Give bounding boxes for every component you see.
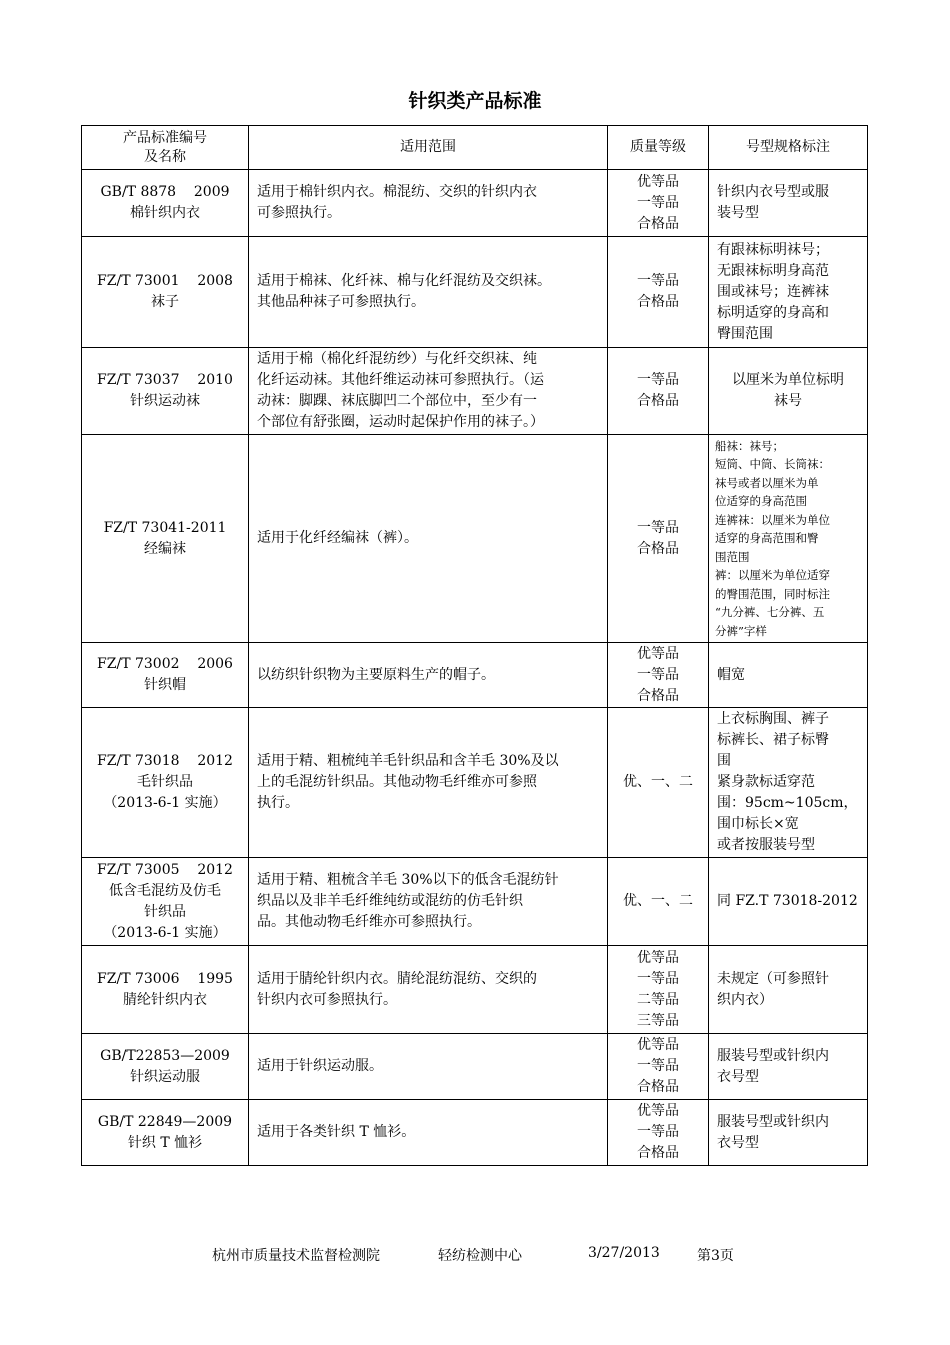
quality-grade-cell-line: 合格品 — [637, 393, 679, 409]
quality-grade-cell-line: 合格品 — [637, 687, 679, 704]
quality-grade-cell-line: 一等品 — [637, 970, 679, 987]
table-header-row — [82, 126, 868, 170]
scope-cell-line: 上的毛混纺针织品。其他动物毛纤维亦可参照 — [257, 774, 537, 790]
quality-grade-cell-line: 优等品 — [637, 949, 679, 966]
scope-cell — [249, 237, 608, 348]
standard-code-cell — [82, 946, 249, 1034]
quality-grade-cell-line: 优、一、二 — [623, 774, 693, 790]
standard-code-cell — [82, 643, 249, 708]
standard-code-cell-line: FZ/T 73041-2011 — [103, 519, 227, 536]
standard-code-cell-line: FZ/T 73006 1995 — [97, 970, 233, 987]
standard-code-cell — [82, 237, 249, 348]
size-spec-cell-line: 连裤袜：以厘米为单位 — [715, 512, 830, 527]
quality-grade-cell — [608, 1034, 709, 1100]
table-row — [82, 643, 868, 708]
size-spec-cell-line: 服装号型或针织内 — [717, 1047, 829, 1064]
standard-code-cell — [82, 708, 249, 858]
standard-code-cell-line: 针织帽 — [144, 677, 186, 693]
header-size-spec: 号型规格标注 — [709, 126, 868, 170]
size-spec-cell — [709, 237, 868, 348]
quality-grade-cell-line: 合格品 — [637, 294, 679, 310]
header-quality-grade: 质量等级 — [608, 126, 709, 170]
quality-grade-cell-line: 一等品 — [637, 1058, 679, 1074]
size-spec-cell-line: 臀围范围 — [717, 325, 773, 342]
size-spec-cell — [709, 1034, 868, 1100]
table-row — [82, 946, 868, 1034]
scope-cell-line: 可参照执行。 — [257, 205, 341, 221]
scope-cell — [249, 858, 608, 946]
quality-grade-cell-line: 合格品 — [637, 1145, 679, 1161]
standard-code-cell-line: （2013-6-1 实施） — [103, 795, 227, 811]
quality-grade-cell-line: 三等品 — [637, 1012, 679, 1029]
standards-table — [81, 125, 868, 1166]
scope-cell — [249, 708, 608, 858]
scope-cell — [249, 946, 608, 1034]
scope-cell — [249, 348, 608, 435]
standard-code-cell-line: GB/T 8878 2009 — [100, 184, 230, 200]
size-spec-cell-line: 装号型 — [717, 205, 759, 221]
standard-code-cell-line: GB/T 22849—2009 — [97, 1113, 233, 1130]
size-spec-cell-line: 裤：以厘米为单位适穿 — [715, 568, 830, 583]
quality-grade-cell-line: 一等品 — [637, 194, 679, 211]
scope-cell-line: 适用于棉（棉化纤混纺纱）与化纤交织袜、纯 — [257, 351, 537, 367]
scope-cell-line: 适用于针织运动服。 — [257, 1058, 383, 1074]
size-spec-cell-line: 位适穿的身高范围 — [715, 494, 807, 509]
size-spec-cell-line: 衣号型 — [717, 1134, 759, 1151]
scope-cell-line: 化纤运动袜。其他纤维运动袜可参照执行。（运 — [257, 372, 544, 388]
standard-code-cell-line: FZ/T 73037 2010 — [97, 372, 233, 388]
standard-code-cell-line: 针织运动袜 — [130, 393, 200, 409]
size-spec-cell-line: “九分裤、七分裤、五 — [715, 605, 825, 620]
standard-code-cell — [82, 170, 249, 237]
quality-grade-cell — [608, 237, 709, 348]
scope-cell-line: 个部位有舒张圈，运动时起保护作用的袜子。） — [257, 414, 544, 430]
footer-org: 杭州市质量技术监督检测院 — [212, 1248, 380, 1264]
scope-cell — [249, 435, 608, 643]
scope-cell — [249, 170, 608, 237]
size-spec-cell-line: 袜号或者以厘米为单 — [715, 475, 819, 490]
size-spec-cell — [709, 643, 868, 708]
scope-cell-line: 针织内衣可参照执行。 — [257, 991, 397, 1008]
standard-code-cell — [82, 1100, 249, 1166]
quality-grade-cell-line: 优等品 — [637, 1103, 679, 1119]
size-spec-cell-line: 织内衣） — [717, 991, 773, 1008]
size-spec-cell-line: 围或袜号；连裤袜 — [717, 283, 829, 300]
quality-grade-cell-line: 优等品 — [637, 173, 679, 190]
quality-grade-cell-line: 一等品 — [637, 273, 679, 289]
quality-grade-cell-line: 优等品 — [637, 645, 679, 662]
size-spec-cell-line: 船袜：袜号； — [715, 438, 784, 453]
scope-cell-line: 织品以及非羊毛纤维纯纺或混纺的仿毛针织 — [257, 893, 523, 909]
scope-cell-line: 以纺织针织物为主要原料生产的帽子。 — [257, 666, 495, 683]
size-spec-cell — [709, 708, 868, 858]
footer-date: 3/27/2013 — [588, 1245, 660, 1261]
table-row — [82, 237, 868, 348]
standard-code-cell — [82, 435, 249, 643]
standard-code-cell-line: 腈纶针织内衣 — [123, 991, 207, 1008]
size-spec-cell-line: 无跟袜标明身高范 — [717, 262, 829, 279]
quality-grade-cell — [608, 946, 709, 1034]
scope-cell-line: 适用于化纤经编袜（裤）。 — [257, 530, 418, 546]
quality-grade-cell — [608, 348, 709, 435]
size-spec-cell — [709, 1100, 868, 1166]
size-spec-cell — [709, 946, 868, 1034]
quality-grade-cell-line: 合格品 — [637, 215, 679, 232]
size-spec-cell-line: 衣号型 — [717, 1068, 759, 1085]
quality-grade-cell-line: 一等品 — [637, 1124, 679, 1140]
standard-code-cell-line: 毛针织品 — [137, 774, 193, 790]
size-spec-cell-line: 围 — [717, 753, 731, 769]
standard-code-cell-line: FZ/T 73002 2006 — [97, 656, 233, 672]
standard-code-cell-line: 针织运动服 — [130, 1068, 200, 1085]
size-spec-cell-line: 上衣标胸围、裤子 — [717, 711, 829, 727]
size-spec-cell-line: 同 FZ.T 73018-2012 — [717, 893, 858, 909]
header-scope: 适用范围 — [249, 126, 608, 170]
quality-grade-cell-line: 合格品 — [637, 1079, 679, 1095]
footer-page-number: 第3页 — [697, 1248, 734, 1264]
scope-cell-line: 适用于棉袜、化纤袜、棉与化纤混纺及交织袜。 — [257, 273, 551, 289]
standard-code-cell-line: GB/T22853—2009 — [100, 1047, 230, 1064]
table-row — [82, 858, 868, 946]
scope-cell — [249, 1100, 608, 1166]
table-row — [82, 1100, 868, 1166]
quality-grade-cell-line: 一等品 — [637, 372, 679, 388]
size-spec-cell-line: 围：95cm~105cm， — [717, 795, 858, 811]
standard-code-cell-line: FZ/T 73018 2012 — [97, 753, 233, 769]
quality-grade-cell — [608, 708, 709, 858]
size-spec-cell-line: 帽宽 — [717, 666, 745, 683]
quality-grade-cell-line: 优等品 — [637, 1037, 679, 1053]
page-title: 针织类产品标准 — [408, 90, 542, 112]
standard-code-cell-line: 袜子 — [151, 294, 179, 310]
standard-code-cell-line: 针织 T 恤衫 — [127, 1134, 203, 1151]
standard-code-cell-line: 低含毛混纺及仿毛 — [109, 882, 221, 899]
size-spec-cell-line: 有跟袜标明袜号； — [717, 241, 829, 258]
quality-grade-cell-line: 一等品 — [637, 519, 679, 536]
header-standard-code: 产品标准编号 及名称 — [82, 126, 249, 170]
size-spec-cell-line: 或者按服装号型 — [717, 837, 815, 853]
scope-cell-line: 执行。 — [257, 795, 299, 811]
scope-cell — [249, 1034, 608, 1100]
quality-grade-cell-line: 合格品 — [637, 540, 679, 557]
table-row — [82, 1034, 868, 1100]
size-spec-cell — [709, 348, 868, 435]
scope-cell-line: 适用于各类针织 T 恤衫。 — [257, 1124, 416, 1140]
size-spec-cell-line: 适穿的身高范围和臀 — [715, 531, 819, 546]
scope-cell-line: 适用于精、粗梳含羊毛 30%以下的低含毛混纺针 — [257, 872, 559, 888]
scope-cell-line: 适用于精、粗梳纯羊毛针织品和含羊毛 30%及以 — [257, 753, 559, 769]
standard-code-cell — [82, 1034, 249, 1100]
standard-code-cell-line: FZ/T 73005 2012 — [97, 861, 233, 878]
table-row — [82, 708, 868, 858]
standard-code-cell — [82, 858, 249, 946]
size-spec-cell-line: 针织内衣号型或服 — [717, 184, 829, 200]
size-spec-cell-line: 围巾标长×宽 — [717, 816, 799, 832]
size-spec-cell-line: 围范围 — [715, 549, 750, 564]
size-spec-cell — [709, 170, 868, 237]
scope-cell-line: 适用于腈纶针织内衣。腈纶混纺混纺、交织的 — [257, 970, 537, 987]
standard-code-cell — [82, 348, 249, 435]
quality-grade-cell — [608, 435, 709, 643]
scope-cell-line: 适用于棉针织内衣。棉混纺、交织的针织内衣 — [257, 184, 537, 200]
footer-center: 轻纺检测中心 — [438, 1248, 522, 1264]
size-spec-cell — [709, 435, 868, 643]
size-spec-cell — [709, 858, 868, 946]
table-row — [82, 348, 868, 435]
quality-grade-cell — [608, 858, 709, 946]
size-spec-cell-line: 标明适穿的身高和 — [717, 304, 829, 321]
size-spec-cell-line: 标裤长、裙子标臀 — [717, 732, 829, 748]
scope-cell-line: 品。其他动物毛纤维亦可参照执行。 — [257, 914, 481, 930]
size-spec-cell-line: 的臀围范围，同时标注 — [715, 586, 830, 601]
table-row — [82, 170, 868, 237]
size-spec-cell-line: 服装号型或针织内 — [717, 1113, 829, 1130]
size-spec-cell-line: 以厘米为单位标明 — [732, 372, 844, 388]
standard-code-cell-line: 棉针织内衣 — [130, 205, 200, 221]
size-spec-cell-line: 袜号 — [774, 393, 802, 409]
table-row — [82, 435, 868, 643]
quality-grade-cell-line: 一等品 — [637, 666, 679, 683]
quality-grade-cell — [608, 643, 709, 708]
size-spec-cell-line: 短筒、中筒、长筒袜： — [715, 457, 830, 472]
quality-grade-cell-line: 二等品 — [637, 991, 679, 1008]
size-spec-cell-line: 未规定（可参照针 — [717, 970, 829, 987]
quality-grade-cell-line: 优、一、二 — [623, 893, 693, 909]
scope-cell-line: 动袜：脚踝、袜底脚凹二个部位中，至少有一 — [257, 393, 537, 409]
scope-cell — [249, 643, 608, 708]
standard-code-cell-line: FZ/T 73001 2008 — [97, 273, 233, 289]
size-spec-cell-line: 分裤”字样 — [715, 623, 767, 638]
standard-code-cell-line: （2013-6-1 实施） — [103, 924, 227, 941]
quality-grade-cell — [608, 170, 709, 237]
scope-cell-line: 其他品种袜子可参照执行。 — [257, 294, 425, 310]
quality-grade-cell — [608, 1100, 709, 1166]
standard-code-cell-line: 针织品 — [144, 903, 186, 920]
size-spec-cell-line: 紧身款标适穿范 — [717, 774, 815, 790]
standard-code-cell-line: 经编袜 — [144, 540, 186, 557]
